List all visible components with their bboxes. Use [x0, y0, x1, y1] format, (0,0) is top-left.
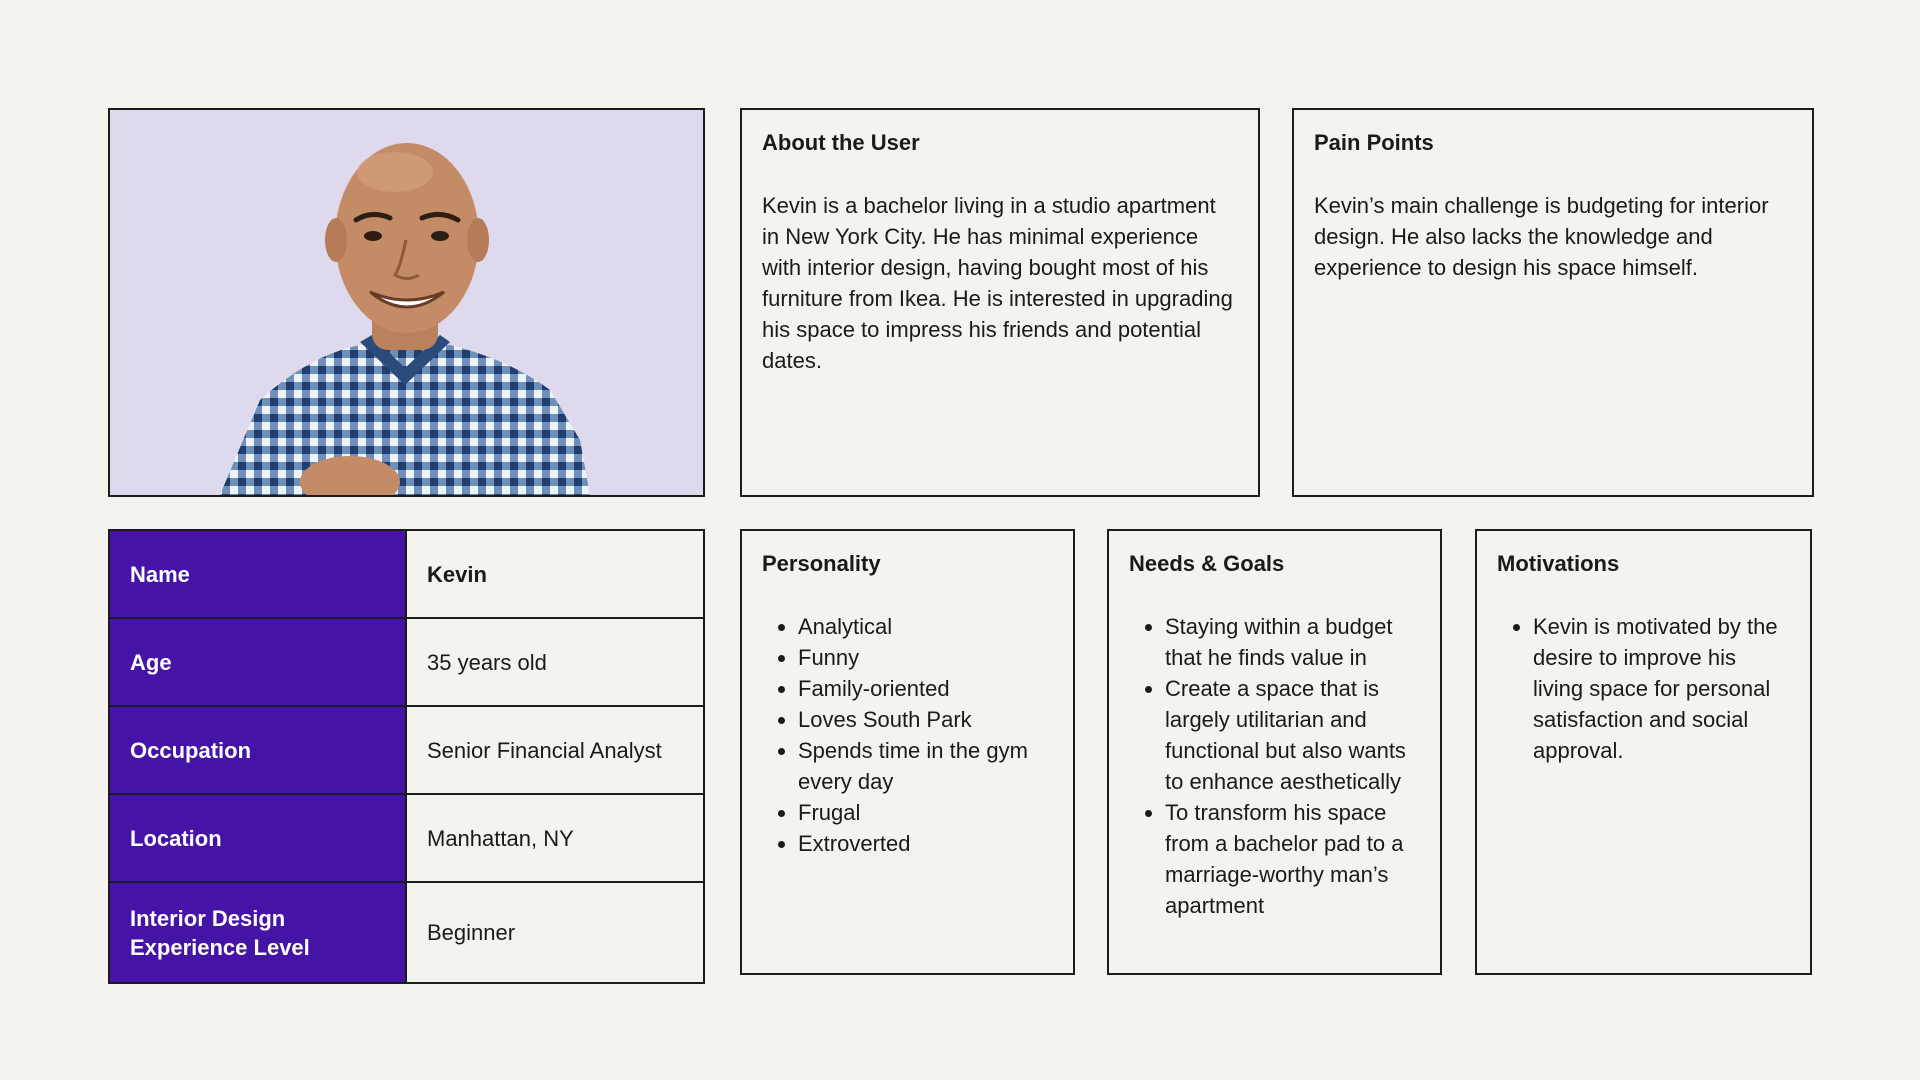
- list-item: • Kevin is motivated by the desire to improve his living space for personal satisfaction and social approval.: [1533, 611, 1790, 766]
- list-item: • Create a space that is largely utilitarian and functional but also wants to enhance aesthetically: [1165, 673, 1420, 797]
- pain-points-card: [1292, 108, 1814, 497]
- motivations-title: Motivations: [1497, 551, 1620, 576]
- list-item: • Frugal: [798, 797, 1053, 828]
- list-item: • Funny: [798, 642, 1053, 673]
- about-card: [740, 108, 1260, 497]
- table-label-location: Location: [110, 795, 407, 883]
- table-label-age: Age: [110, 619, 407, 707]
- motivations-list: [1497, 611, 1790, 766]
- table-label-experience: Interior Design Experience Level: [110, 883, 407, 982]
- list-item: • Family-oriented: [798, 673, 1053, 704]
- table-value-name: Kevin: [407, 531, 703, 619]
- table-value-age: 35 years old: [407, 619, 703, 707]
- list-item: • Extroverted: [798, 828, 1053, 859]
- about-body: Kevin is a bachelor living in a studio apartment in New York City. He has minimal experience with interior design, having bought most of his furniture from Ikea. He is interested in upgrading his space to impress his friends and potential dates.: [762, 193, 1233, 373]
- personality-title: Personality: [762, 551, 881, 576]
- table-value-experience: Beginner: [427, 920, 516, 945]
- needs-goals-title: Needs & Goals: [1129, 551, 1285, 576]
- table-label-name: Name: [110, 531, 407, 619]
- table-value-location: Manhattan, NY: [407, 795, 703, 883]
- list-item: • Staying within a budget that he finds value in: [1165, 611, 1420, 673]
- list-item: • Analytical: [798, 611, 1053, 642]
- pain-points-title: Pain Points: [1314, 130, 1434, 155]
- motivations-card: [1475, 529, 1812, 975]
- list-item: • Spends time in the gym every day: [798, 735, 1053, 797]
- persona-portrait-image: [110, 110, 703, 495]
- persona-info-table: [108, 529, 705, 984]
- list-item: • To transform his space from a bachelor pad to a marriage-worthy man’s apartment: [1165, 797, 1420, 921]
- personality-card: [740, 529, 1075, 975]
- needs-goals-list: [1129, 611, 1420, 921]
- about-title: About the User: [762, 130, 920, 155]
- table-label-occupation: Occupation: [110, 707, 407, 795]
- table-value-occupation: Senior Financial Analyst: [407, 707, 703, 795]
- pain-points-body: Kevin’s main challenge is budgeting for interior design. He also lacks the knowledge and experience to design his space himself.: [1314, 193, 1769, 280]
- persona-photo: [108, 108, 705, 497]
- list-item: • Loves South Park: [798, 704, 1053, 735]
- personality-list: [762, 611, 1053, 859]
- needs-goals-card: [1107, 529, 1442, 975]
